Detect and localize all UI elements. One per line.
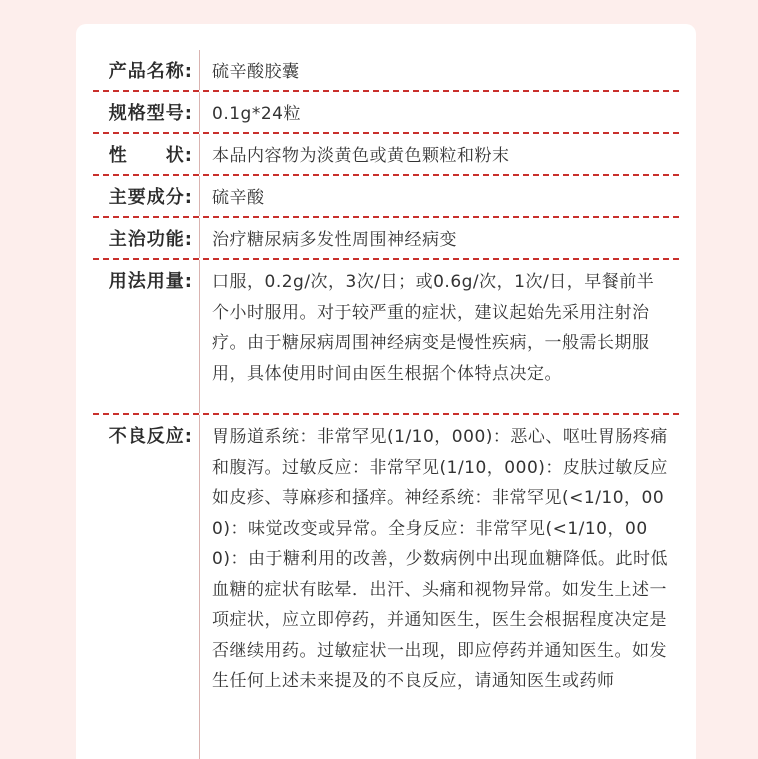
- row-label: 规格型号:: [93, 92, 200, 132]
- product-spec-table: [93, 50, 679, 759]
- row-value: 治疗糖尿病多发性周围神经病变: [212, 230, 457, 250]
- row-label: 性 状:: [93, 134, 200, 174]
- row-value: 胃肠道系统：非常罕见(1/10，000)：恶心、呕吐胃肠疼痛和腹泻。过敏反应：非常罕见(1/10，000)：皮肤过敏反应如皮疹、荨麻疹和搔痒。神经系统：非常罕见(<1/10，000)：味觉改变或异常。全身反应：非常罕见(<1/10，000)：由于糖利用的改善，少数病例中出现血糖降低。此时低血糖的症状有眩晕．出汗、头痛和视物异常。如发生上述一项症状，应立即停药，并通知医生，医生会根据程度决定是否继续用药。过敏症状一出现，即应停药并通知医生。如发生任何上述未来提及的不良反应，请通知医生或药师: [212, 427, 668, 691]
- table-row-adverse-reactions: [93, 415, 679, 759]
- row-label: 不良反应:: [93, 415, 200, 759]
- row-label: 产品名称:: [93, 50, 200, 90]
- row-label: 主治功能:: [93, 218, 200, 258]
- table-row-appearance: [93, 134, 679, 176]
- table-row-ingredient: [93, 176, 679, 218]
- row-value: 0.1g*24粒: [212, 104, 301, 124]
- product-info-card: [76, 24, 696, 759]
- table-row-dosage: [93, 260, 679, 415]
- table-row-product-name: [93, 50, 679, 92]
- row-label: 用法用量:: [93, 260, 200, 413]
- row-value: 硫辛酸胶囊: [212, 62, 300, 82]
- row-value: 硫辛酸: [212, 188, 265, 208]
- row-value: 本品内容物为淡黄色或黄色颗粒和粉末: [212, 146, 510, 166]
- table-row-specification: [93, 92, 679, 134]
- table-row-indication: [93, 218, 679, 260]
- row-label: 主要成分:: [93, 176, 200, 216]
- row-value: 口服，0.2g/次，3次/日；或0.6g/次，1次/日，早餐前半个小时服用。对于较严重的症状，建议起始先采用注射治疗。由于糖尿病周围神经病变是慢性疾病，一般需长期服用，具体使用时间由医生根据个体特点决定。: [212, 272, 655, 384]
